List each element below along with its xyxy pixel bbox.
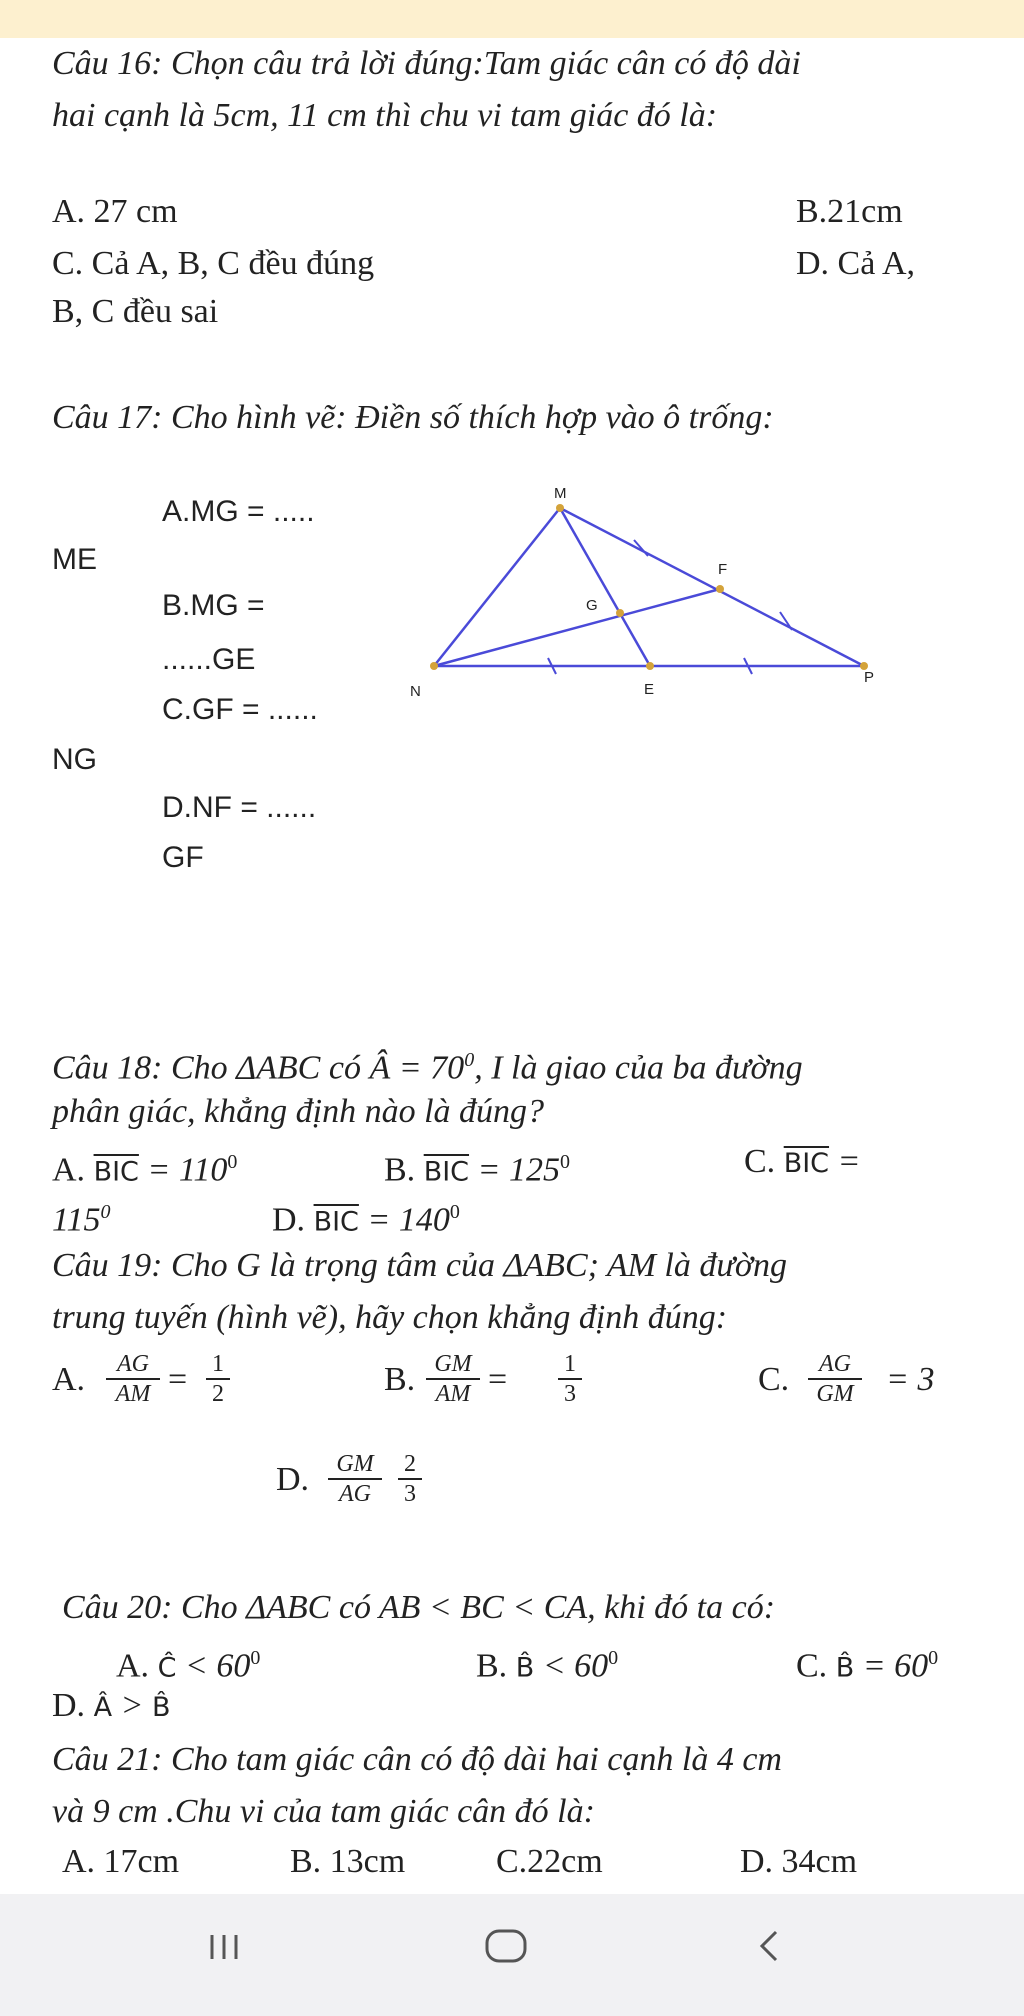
q19-option-b-label: B. (384, 1361, 416, 1398)
q17-option-d: D.NF = ...... (162, 791, 317, 824)
home-icon (484, 1928, 528, 1964)
navigation-bar (0, 1894, 1024, 2016)
q17-title: Câu 17: Cho hình vẽ: Điền số thích hợp vào ô trống: (52, 399, 774, 436)
q20-option-c: C. B̂ = $60^0$ (796, 1647, 939, 1685)
q16-option-d-cont: B, C đều sai (52, 293, 219, 330)
q18-option-b: B. $\overline{BIC} = 125^0$ (384, 1151, 570, 1189)
recent-apps-icon (206, 1932, 242, 1962)
label-p: P (864, 669, 875, 686)
q17-option-d-cont: GF (162, 841, 204, 874)
q19-b-fraction-right: $\frac{1}{3}$ (558, 1350, 582, 1408)
q20-title: Câu 20: Cho ΔABC có AB < BC < CA, khi đó ta có: (62, 1589, 776, 1626)
q19-a-fraction-right: $\frac{1}{2}$ (206, 1350, 230, 1408)
q21-option-d: D. 34cm (740, 1843, 858, 1880)
q19-option-c-label: C. (758, 1361, 790, 1398)
q17-option-c-cont: NG (52, 743, 97, 776)
q18-option-c: C. $\overline{BIC}$ = (744, 1143, 861, 1180)
q17-option-a: A.MG = ..... (162, 495, 315, 528)
point-n (430, 662, 438, 670)
q20-option-d: D. Â > B̂ (52, 1687, 171, 1724)
q19-title-line2: trung tuyến (hình vẽ), hãy chọn khẳng định đúng: (52, 1299, 728, 1336)
q18-option-a: A. $\overline{BIC} = 110^0$ (52, 1151, 238, 1189)
q18-title-line2: phân giác, khẳng định nào là đúng? (52, 1093, 545, 1130)
q18-title: Câu 18: Cho ΔABC có Â = $70^0$, I là giao của ba đường (52, 1049, 803, 1087)
q19-d-fraction-right: $\frac{2}{3}$ (398, 1450, 422, 1508)
q18-option-d: D. $\overline{BIC} = 140^0$ (272, 1201, 460, 1239)
q21-option-c: C.22cm (496, 1843, 603, 1880)
q19-a-fraction-left: $\frac{AG}{AM}$ (106, 1350, 160, 1408)
q19-c-rhs: = 3 (886, 1361, 935, 1398)
q19-title: Câu 19: Cho G là trọng tâm của ΔABC; AM là đường (52, 1247, 788, 1284)
label-n: N (410, 683, 421, 700)
q16-option-a: A. 27 cm (52, 193, 178, 230)
q21-title: Câu 21: Cho tam giác cân có độ dài hai cạnh là 4 cm (52, 1741, 782, 1778)
q21-option-b: B. 13cm (290, 1843, 406, 1880)
q19-option-d-label: D. (276, 1461, 310, 1498)
q19-c-fraction: $\frac{AG}{GM}$ (808, 1350, 862, 1408)
recent-apps-button[interactable] (206, 1932, 242, 1962)
point-g (616, 609, 624, 617)
q16-title-line2: hai cạnh là 5cm, 11 cm thì chu vi tam giác đó là: (52, 97, 718, 134)
q20-option-b: B. B̂ < $60^0$ (476, 1647, 619, 1685)
q16-option-b: B.21cm (796, 193, 903, 230)
label-m: M (554, 485, 567, 502)
side-mn (434, 508, 560, 666)
q21-option-a: A. 17cm (62, 1843, 180, 1880)
q19-a-equals: = (168, 1361, 188, 1398)
q19-option-a-label: A. (52, 1361, 86, 1398)
label-e: E (644, 681, 655, 698)
q20-option-a: A. Ĉ < $60^0$ (116, 1647, 261, 1685)
q17-option-a-cont: ME (52, 543, 97, 576)
q21-title-line2: và 9 cm .Chu vi của tam giác cân đó là: (52, 1793, 595, 1830)
point-f (716, 585, 724, 593)
point-m (556, 504, 564, 512)
q16-option-c: C. Cả A, B, C đều đúng (52, 245, 375, 282)
q18-option-c-cont: $115^0$ (52, 1201, 111, 1239)
q17-option-b: B.MG = (162, 589, 265, 622)
q17-triangle-figure (0, 0, 1024, 760)
median-nf (434, 589, 720, 666)
back-chevron-icon (754, 1928, 784, 1964)
home-button[interactable] (484, 1928, 528, 1964)
q17-option-b-cont: ......GE (162, 643, 256, 676)
q16-option-d: D. Cả A, (796, 245, 915, 282)
q17-option-c: C.GF = ...... (162, 693, 318, 726)
label-g: G (586, 597, 598, 614)
q19-b-equals: = (488, 1361, 508, 1398)
q16-title: Câu 16: Chọn câu trả lời đúng:Tam giác cân có độ dài (52, 45, 801, 82)
back-button[interactable] (754, 1928, 784, 1964)
label-f: F (718, 561, 728, 578)
q19-b-fraction-left: $\frac{GM}{AM}$ (426, 1350, 480, 1408)
q19-d-fraction-left: $\frac{GM}{AG}$ (328, 1450, 382, 1508)
point-e (646, 662, 654, 670)
